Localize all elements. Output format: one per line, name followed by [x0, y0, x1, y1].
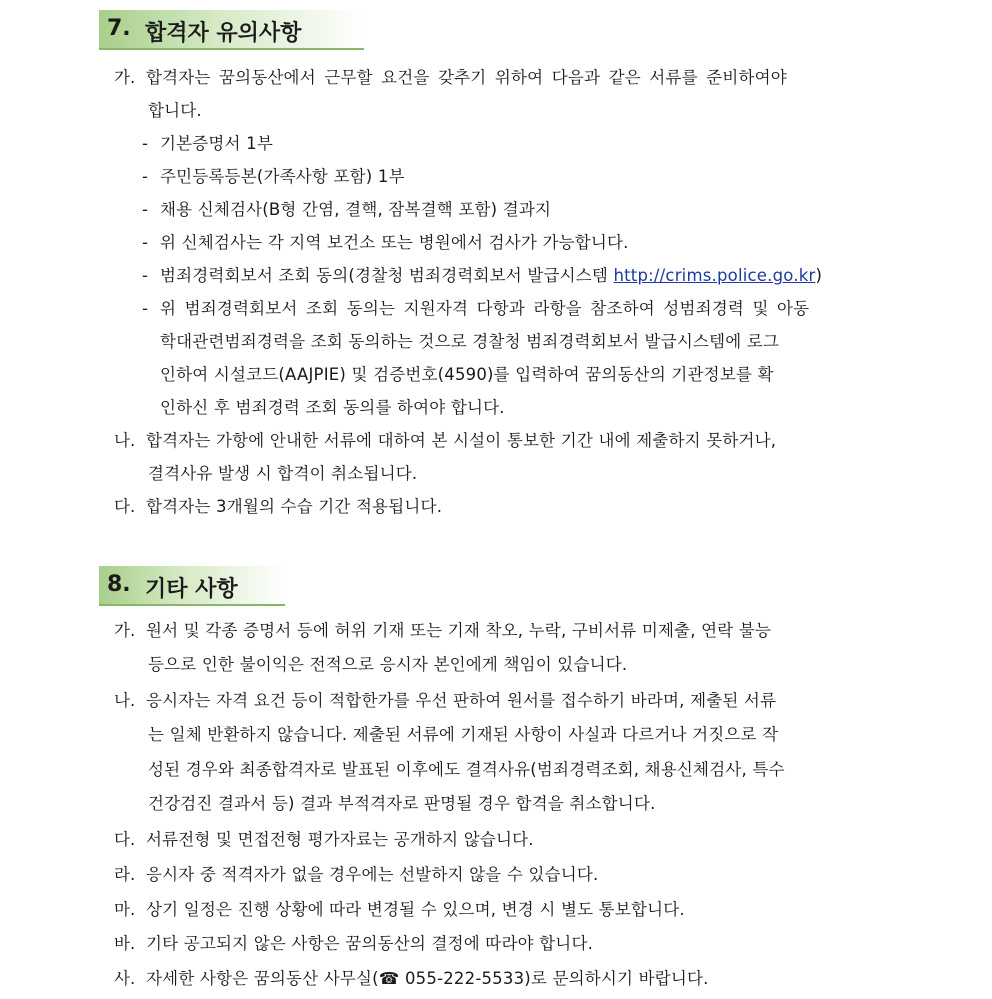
item-marker: 가.	[114, 68, 136, 87]
sub-line: 주민등록등본(가족사항 포함) 1부	[160, 167, 405, 186]
item-line: 건강검진 결과서 등) 결과 부적격자로 판명될 경우 합격을 취소합니다.	[148, 794, 656, 813]
section-7-header	[99, 10, 364, 50]
sub-line: 채용 신체검사(B형 간염, 결핵, 잠복결핵 포함) 결과지	[160, 200, 552, 219]
sub-line: 학대관련범죄경력을 조회 동의하는 것으로 경찰청 범죄경력회보서 발급시스템에 로그	[160, 332, 780, 351]
item-marker: 마.	[114, 900, 136, 919]
crims-link[interactable]: http://crims.police.go.kr	[613, 266, 816, 285]
sub-dash: -	[142, 299, 148, 318]
section-7-number: 7.	[107, 16, 131, 41]
sub-dash: -	[142, 167, 148, 186]
item-line: 합격자는 3개월의 수습 기간 적용됩니다.	[146, 497, 443, 516]
item-line: 성된 경우와 최종합격자로 발표된 이후에도 결격사유(범죄경력조회, 채용신체검사, 특수	[148, 760, 785, 779]
item-line: 응시자는 자격 요건 등이 적합한가를 우선 판하여 원서를 접수하기 바라며, 제출된 서류	[146, 691, 777, 710]
item-marker: 나.	[114, 691, 136, 710]
sub-dash: -	[142, 266, 148, 285]
sub-line: 인하신 후 범죄경력 조회 동의를 하여야 합니다.	[160, 398, 505, 417]
item-marker: 다.	[114, 830, 136, 849]
sub-line-text: 범죄경력회보서 조회 동의(경찰청 범죄경력회보서 발급시스템	[160, 266, 614, 285]
section-8-number: 8.	[107, 572, 131, 597]
item-marker: 나.	[114, 431, 136, 450]
item-line: 합격자는 꿈의동산에서 근무할 요건을 갖추기 위하여 다음과 같은 서류를 준비하여야	[146, 68, 787, 87]
sub-dash: -	[142, 200, 148, 219]
item-line: 상기 일정은 진행 상황에 따라 변경될 수 있으며, 변경 시 별도 통보합니다.	[146, 900, 685, 919]
sub-line-with-link	[160, 264, 822, 288]
item-line: 기타 공고되지 않은 사항은 꿈의동산의 결정에 따라야 합니다.	[146, 934, 594, 953]
item-marker: 다.	[114, 497, 136, 516]
sub-line: 위 범죄경력회보서 조회 동의는 지원자격 다항과 라항을 참조하여 성범죄경력 및 아동	[160, 299, 810, 318]
item-marker: 라.	[114, 865, 136, 884]
item-line: 등으로 인한 불이익은 전적으로 응시자 본인에게 책임이 있습니다.	[148, 655, 628, 674]
section-8-header	[99, 566, 285, 606]
item-line: 자세한 사항은 꿈의동산 사무실(☎ 055-222-5533)로 문의하시기 바랍니다.	[146, 969, 709, 988]
item-marker: 가.	[114, 621, 136, 640]
item-line: 는 일체 반환하지 않습니다. 제출된 서류에 기재된 사항이 사실과 다르거나 거짓으로 작	[148, 725, 779, 744]
section-7-title: 합격자 유의사항	[145, 21, 302, 46]
item-line: 결격사유 발생 시 합격이 취소됩니다.	[148, 464, 418, 483]
item-line: 원서 및 각종 증명서 등에 허위 기재 또는 기재 착오, 누락, 구비서류 미제출, 연락 불능	[146, 621, 772, 640]
item-line: 합니다.	[148, 101, 202, 120]
sub-line-close: )	[815, 266, 823, 285]
item-line: 응시자 중 적격자가 없을 경우에는 선발하지 않을 수 있습니다.	[146, 865, 599, 884]
item-marker: 사.	[114, 969, 136, 988]
item-line: 합격자는 가항에 안내한 서류에 대하여 본 시설이 통보한 기간 내에 제출하지 못하거나,	[146, 431, 777, 450]
sub-line: 기본증명서 1부	[160, 134, 273, 153]
sub-dash: -	[142, 134, 148, 153]
sub-line: 위 신체검사는 각 지역 보건소 또는 병원에서 검사가 가능합니다.	[160, 233, 629, 252]
sub-dash: -	[142, 233, 148, 252]
item-line: 서류전형 및 면접전형 평가자료는 공개하지 않습니다.	[146, 830, 534, 849]
section-8-title: 기타 사항	[145, 577, 238, 602]
item-marker: 바.	[114, 934, 136, 953]
sub-line: 인하여 시설코드(AAJPIE) 및 검증번호(4590)를 입력하여 꿈의동산의 기관정보를 확	[160, 365, 774, 384]
